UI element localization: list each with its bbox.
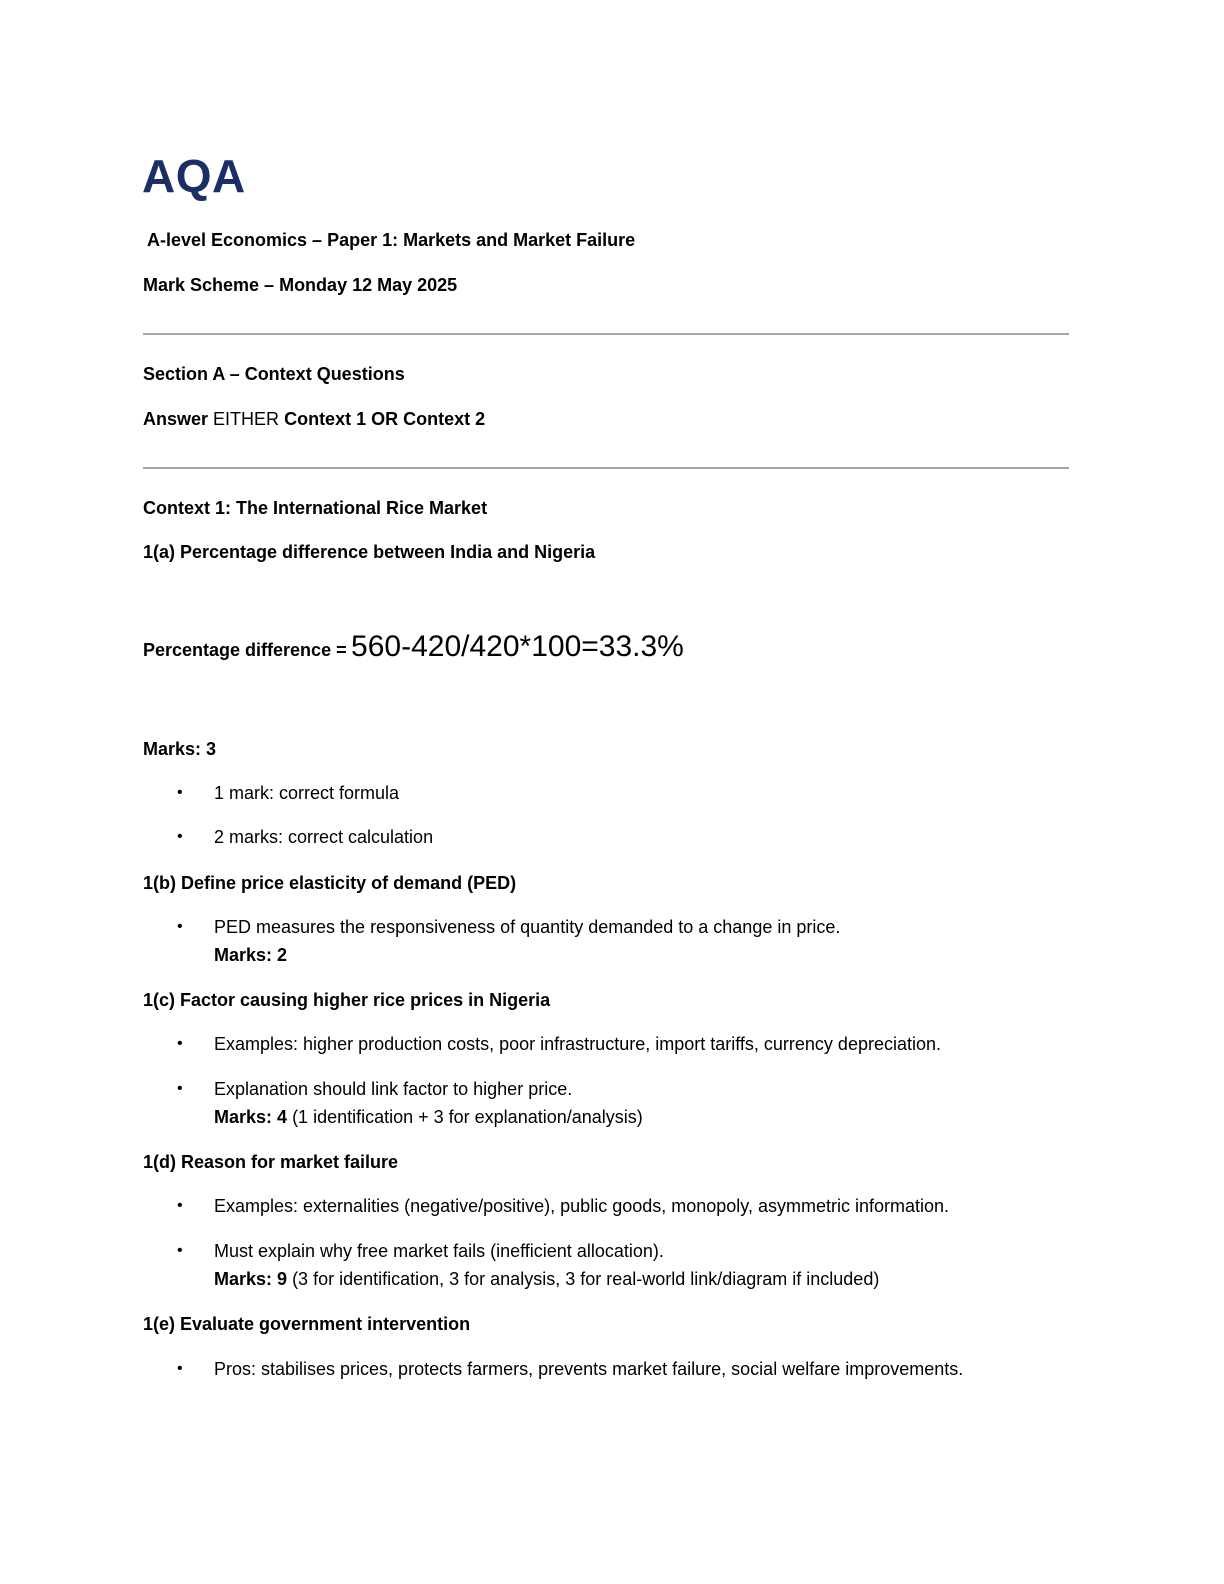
section-title: Section A – Context Questions: [143, 364, 405, 384]
divider-2: [143, 467, 1069, 469]
q1d-heading: 1(d) Reason for market failure: [143, 1152, 399, 1172]
q1a-formula-label: Percentage difference =: [143, 640, 347, 660]
q1e-heading: 1(e) Evaluate government intervention: [143, 1314, 471, 1334]
q1a-marks: Marks: 3: [143, 739, 217, 759]
instruction-answer: Answer: [143, 409, 209, 429]
bullet-glyph: •: [177, 828, 183, 845]
q1c-marks-line: [214, 1105, 643, 1129]
q1c-bullet-2: Explanation should link factor to higher price.: [214, 1079, 573, 1099]
bullet-glyph: •: [177, 1360, 183, 1377]
q1d-bullet-2: Must explain why free market fails (inefficient allocation).: [214, 1241, 664, 1261]
instruction-either: EITHER: [213, 409, 280, 429]
q1d-marks-line: [214, 1267, 879, 1291]
bullet-glyph: •: [177, 1080, 183, 1097]
q1a-heading: 1(a) Percentage difference between India and Nigeria: [143, 542, 596, 562]
q1c-heading: 1(c) Factor causing higher rice prices in Nigeria: [143, 990, 551, 1010]
bullet-glyph: •: [177, 1035, 183, 1052]
aqa-logo: AQA: [142, 150, 246, 202]
q1a-bullet-2: 2 marks: correct calculation: [214, 827, 434, 847]
bullet-glyph: •: [177, 918, 183, 935]
instruction-contexts: Context 1 OR Context 2: [284, 409, 486, 429]
q1b-bullet: PED measures the responsiveness of quantity demanded to a change in price.: [214, 917, 841, 937]
mark-scheme-date: Mark Scheme – Monday 12 May 2025: [143, 275, 458, 295]
q1d-marks-detail: (3 for identification, 3 for analysis, 3 for real-world link/diagram if included): [292, 1269, 880, 1289]
q1d-bullet-1: Examples: externalities (negative/positive), public goods, monopoly, asymmetric information.: [214, 1196, 949, 1216]
q1d-marks-label: Marks: 9: [214, 1269, 288, 1289]
divider-1: [143, 333, 1069, 335]
context1-title: Context 1: The International Rice Market: [143, 498, 488, 518]
bullet-glyph: •: [177, 784, 183, 801]
q1b-marks: Marks: 2: [214, 945, 288, 965]
bullet-glyph: •: [177, 1197, 183, 1214]
q1b-heading: 1(b) Define price elasticity of demand (PED): [143, 873, 517, 893]
q1c-marks-label: Marks: 4: [214, 1107, 288, 1127]
q1e-bullet-1: Pros: stabilises prices, protects farmers, prevents market failure, social welfare improvements.: [214, 1359, 964, 1379]
q1a-bullet-1: 1 mark: correct formula: [214, 783, 400, 803]
bullet-glyph: •: [177, 1242, 183, 1259]
q1a-formula-value: 560-420/420*100=33.3%: [351, 630, 684, 663]
q1a-formula-line: [143, 630, 684, 664]
q1c-marks-detail: (1 identification + 3 for explanation/analysis): [292, 1107, 643, 1127]
q1c-bullet-1: Examples: higher production costs, poor infrastructure, import tariffs, currency depreciation.: [214, 1034, 941, 1054]
paper-subtitle: A-level Economics – Paper 1: Markets and Market Failure: [147, 230, 636, 250]
section-instruction: [143, 407, 485, 431]
